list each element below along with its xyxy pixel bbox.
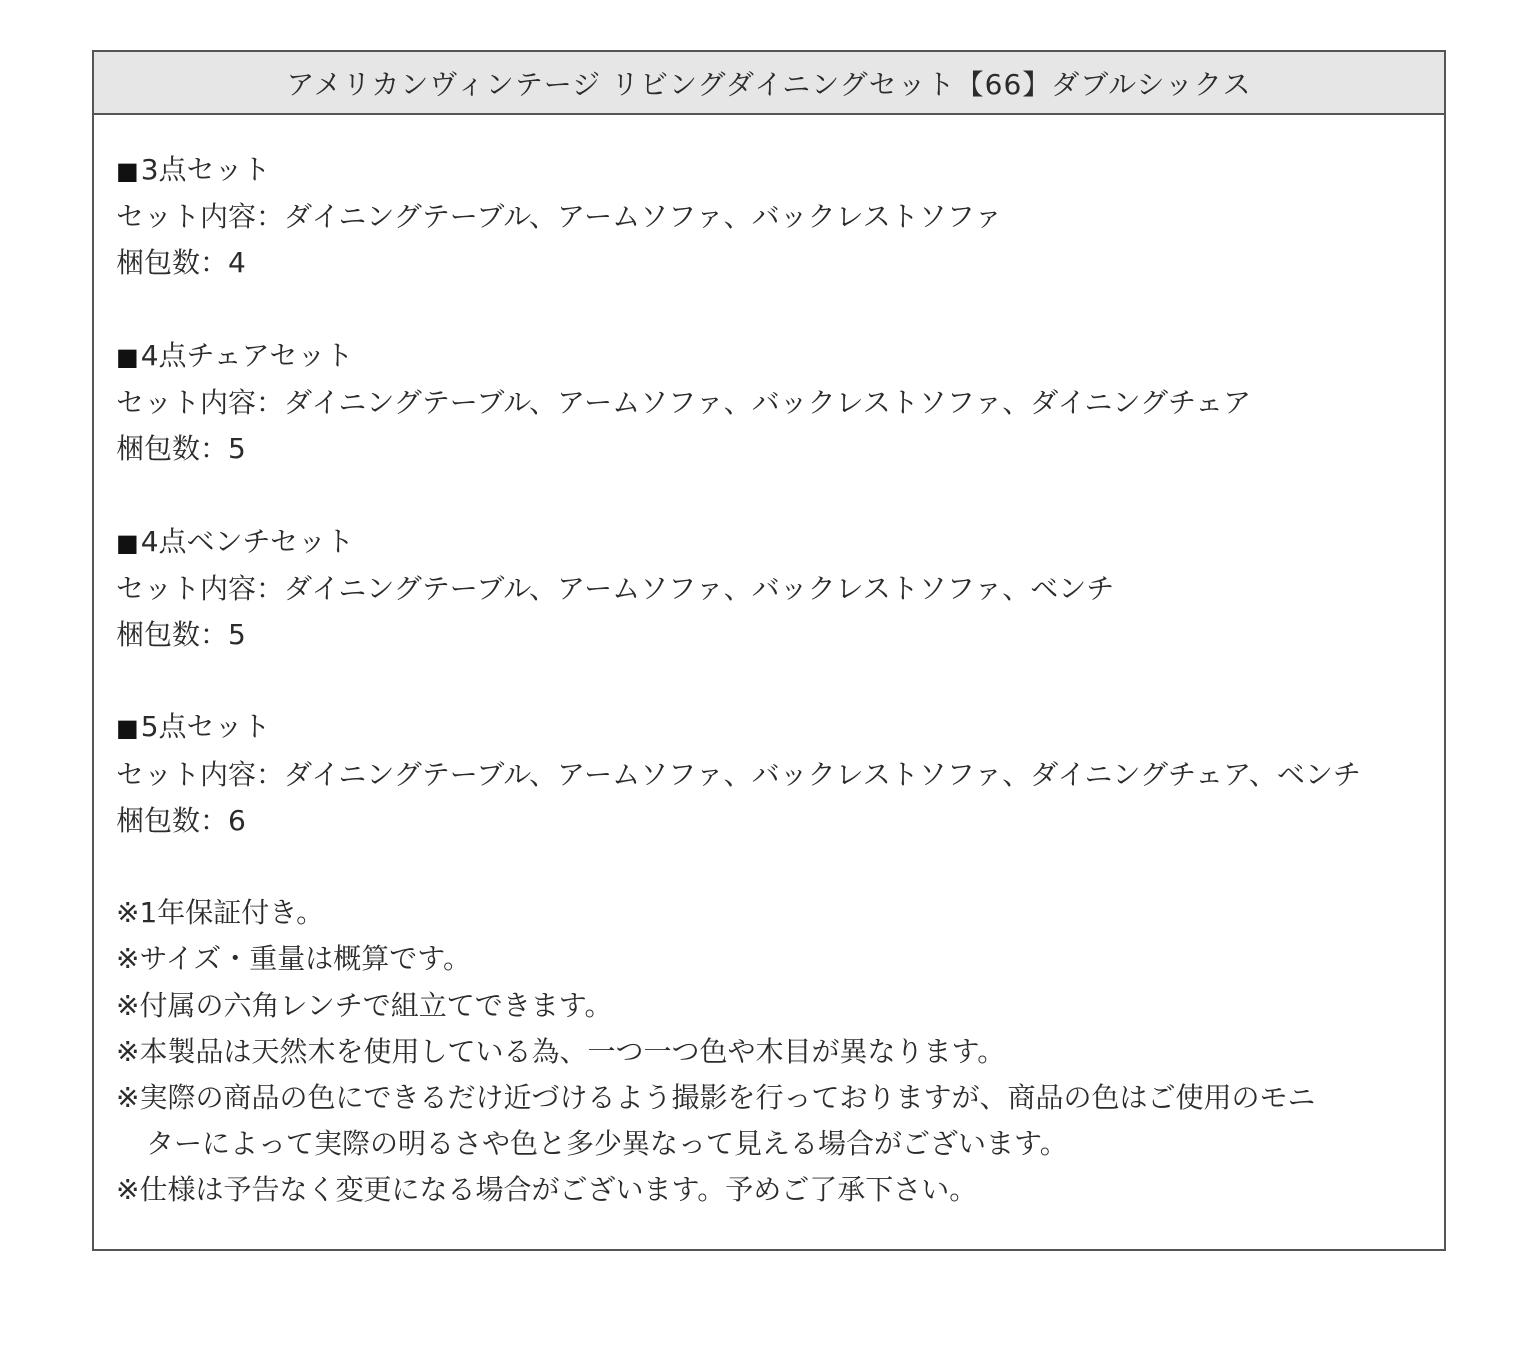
set-block <box>116 704 1444 844</box>
set-name: 4点チェアセット <box>140 338 354 372</box>
set-block <box>116 333 1444 473</box>
set-name: 3点セット <box>140 153 271 186</box>
set-contents: セット内容：ダイニングテーブル、アームソファ、バックレストソファ <box>116 200 1003 234</box>
square-bullet-icon: ■ <box>116 528 139 557</box>
note-item: ※付属の六角レンチで組立てできます。 <box>116 988 613 1022</box>
set-packages: 梱包数：5 <box>116 432 246 466</box>
set-block <box>116 147 1444 287</box>
square-bullet-icon: ■ <box>116 342 139 371</box>
set-name: 5点セット <box>140 710 271 744</box>
set-packages: 梱包数：6 <box>116 803 246 837</box>
set-heading <box>116 519 1444 566</box>
set-heading <box>116 147 1444 194</box>
set-heading <box>116 704 1444 751</box>
note-item: ※本製品は天然木を使用している為、一つ一つ色や木目が異なります。 <box>116 1034 1006 1068</box>
set-heading <box>116 333 1444 380</box>
set-contents: セット内容：ダイニングテーブル、アームソファ、バックレストソファ、ベンチ <box>116 571 1115 605</box>
note-item-continuation: ターによって実際の明るさや色と多少異なって見える場合がございます。 <box>146 1127 1068 1161</box>
square-bullet-icon: ■ <box>116 157 139 185</box>
note-item: ※サイズ・重量は概算です。 <box>116 942 471 976</box>
note-item: ※実際の商品の色にできるだけ近づけるよう撮影を行っておりますが、商品の色はご使用のモニ <box>116 1081 1316 1114</box>
set-packages: 梱包数：4 <box>116 246 246 280</box>
panel-title: アメリカンヴィンテージ リビングダイニングセット【66】ダブルシックス <box>94 52 1444 115</box>
note-item: ※1年保証付き。 <box>116 896 325 930</box>
panel-content <box>94 115 1444 1214</box>
note-item: ※仕様は予告なく変更になる場合がございます。予めご了承下さい。 <box>116 1173 978 1207</box>
set-name: 4点ベンチセット <box>140 524 354 558</box>
set-contents: セット内容：ダイニングテーブル、アームソファ、バックレストソファ、ダイニングチェア、ベンチ <box>116 757 1361 791</box>
set-packages: 梱包数：5 <box>116 618 246 651</box>
spec-panel <box>92 50 1446 1251</box>
square-bullet-icon: ■ <box>116 714 139 743</box>
set-contents: セット内容：ダイニングテーブル、アームソファ、バックレストソファ、ダイニングチェア <box>116 386 1252 419</box>
notes-list <box>116 890 1444 1213</box>
set-block <box>116 519 1444 659</box>
